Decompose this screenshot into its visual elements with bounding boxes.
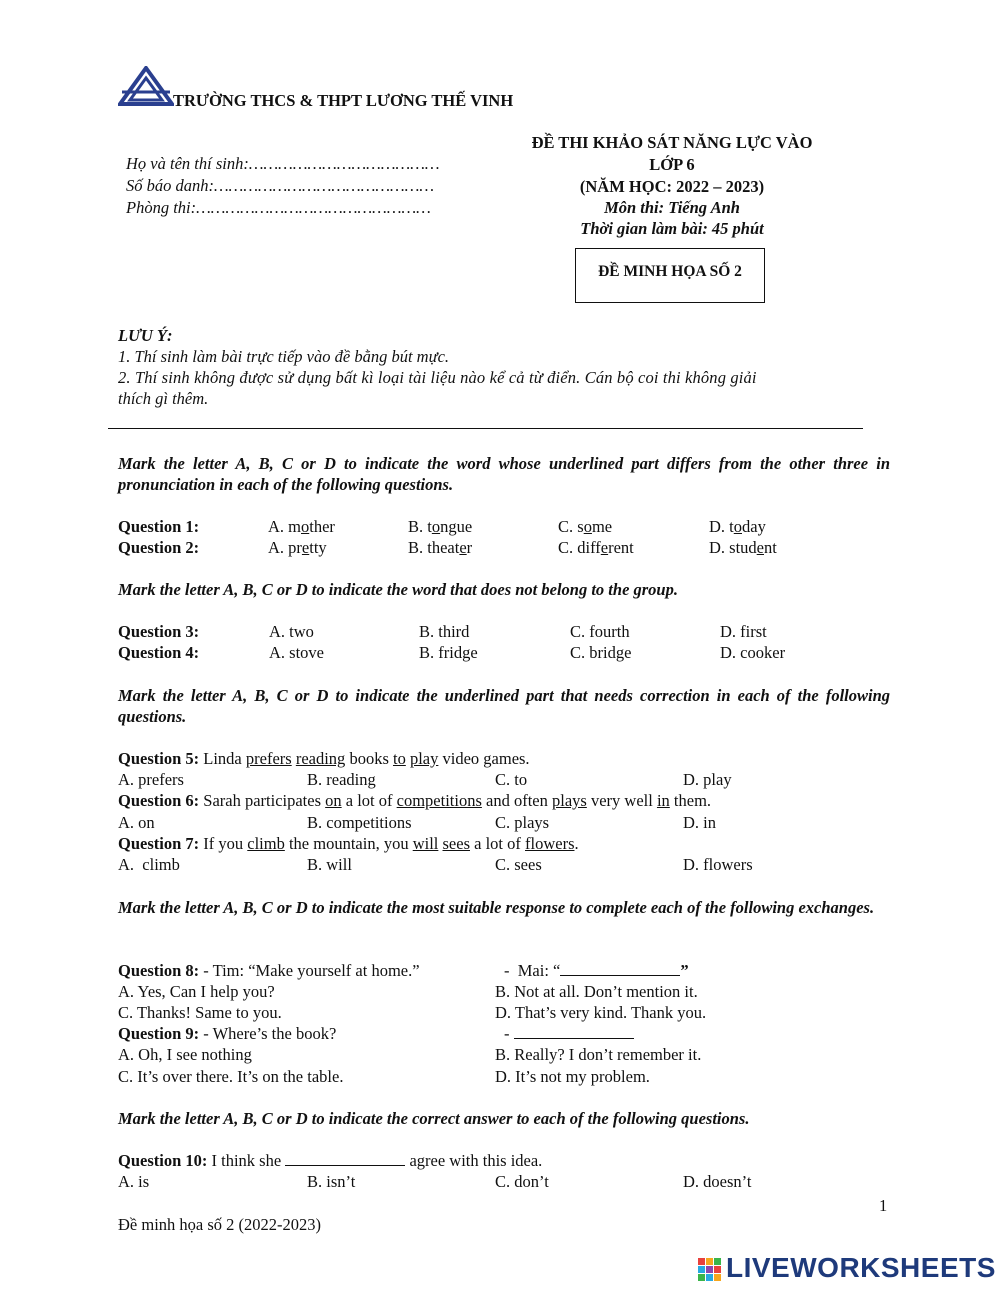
q8-option-b[interactable]: B. Not at all. Don’t mention it. (495, 982, 698, 1001)
liveworksheets-logo-icon (698, 1258, 722, 1282)
q8-answer-blank[interactable] (560, 961, 680, 976)
question-9-stem: Question 9: - Where’s the book? - (118, 1023, 898, 1044)
q1-option-a[interactable]: A. mother (268, 517, 335, 536)
q9-option-b[interactable]: B. Really? I don’t remember it. (495, 1045, 702, 1064)
liveworksheets-brand[interactable]: LIVEWORKSHEETS (726, 1252, 996, 1283)
q10-answer-blank[interactable] (285, 1151, 405, 1166)
q8-option-a[interactable]: A. Yes, Can I help you? (118, 982, 275, 1001)
q4-option-a[interactable]: A. stove (269, 643, 324, 662)
question-2 (118, 537, 898, 558)
q4-option-d[interactable]: D. cooker (720, 643, 786, 662)
section-1-instruction: Mark the letter A, B, C or D to indicate the word whose underlined part differs from the other three in pronunciation in each of the following questions. (118, 454, 890, 494)
question-6-stem: Question 6: Sarah participates on a lot of competitions and often plays very well in them. (118, 791, 712, 810)
q4-option-b[interactable]: B. fridge (419, 643, 478, 662)
q1-option-b[interactable]: B. tongue (408, 517, 473, 536)
q3-option-c[interactable]: C. fourth (570, 622, 630, 641)
q7-option-b[interactable]: B. will (307, 855, 352, 874)
q3-option-a[interactable]: A. two (269, 622, 314, 641)
q3-option-b[interactable]: B. third (419, 622, 470, 641)
question-6-options (118, 812, 898, 833)
exam-grade: LỚP 6 (649, 155, 695, 174)
notes-title: LƯU Ý: (118, 326, 173, 345)
q9-answer-blank[interactable] (514, 1024, 634, 1039)
q10-label: Question 10: (118, 1151, 208, 1170)
q6-option-b[interactable]: B. competitions (307, 813, 412, 832)
q2-option-d[interactable]: D. student (709, 538, 777, 557)
q3-label: Question 3: (118, 622, 200, 641)
exam-year: (NĂM HỌC: 2022 – 2023) (579, 177, 765, 196)
q1-label: Question 1: (118, 517, 200, 536)
q10-option-d[interactable]: D. doesn’t (683, 1172, 752, 1191)
footer-title: Đề minh họa số 2 (2022-2023) (118, 1215, 322, 1234)
note-3: thích gì thêm. (118, 389, 209, 408)
q3-option-d[interactable]: D. first (720, 622, 767, 641)
q2-option-c[interactable]: C. different (558, 538, 634, 557)
field-room: Phòng thi:………………………………………… (126, 198, 431, 217)
question-9-options-2 (118, 1066, 898, 1087)
q1-option-d[interactable]: D. today (709, 517, 766, 536)
question-7-options (118, 854, 898, 875)
q8-label: Question 8: (118, 961, 200, 980)
question-1 (118, 516, 898, 537)
question-9-options-1 (118, 1044, 898, 1065)
q5-option-c[interactable]: C. to (495, 770, 528, 789)
q7-label: Question 7: (118, 834, 200, 853)
question-10-stem: Question 10: I think she agree with this idea. (118, 1151, 543, 1170)
page-number: 1 (879, 1196, 888, 1215)
q1-option-c[interactable]: C. some (558, 517, 613, 536)
question-7-stem: Question 7: If you climb the mountain, you will sees a lot of flowers. (118, 834, 579, 853)
q9-option-a[interactable]: A. Oh, I see nothing (118, 1045, 252, 1064)
q7-option-d[interactable]: D. flowers (683, 855, 753, 874)
q10-option-a[interactable]: A. is (118, 1172, 150, 1191)
q8-option-d[interactable]: D. That’s very kind. Thank you. (495, 1003, 707, 1022)
note-1: 1. Thí sinh làm bài trực tiếp vào đề bằng bút mực. (118, 347, 450, 366)
q10-option-c[interactable]: C. don’t (495, 1172, 549, 1191)
school-logo (118, 66, 174, 111)
field-number: Số báo danh:……………………………………… (126, 176, 435, 195)
question-8-options-1 (118, 981, 898, 1002)
q10-option-b[interactable]: B. isn’t (307, 1172, 356, 1191)
exam-title: ĐỀ THI KHẢO SÁT NĂNG LỰC VÀO (531, 133, 813, 152)
q2-option-b[interactable]: B. theater (408, 538, 473, 557)
field-name: Họ và tên thí sinh:………………………………… (126, 154, 440, 173)
q9-label: Question 9: (118, 1024, 200, 1043)
section-3-instruction: Mark the letter A, B, C or D to indicate the underlined part that needs correction in each of the following questions. (118, 686, 890, 726)
question-5-stem: Question 5: Linda prefers reading books to play video games. (118, 749, 530, 768)
q4-label: Question 4: (118, 643, 200, 662)
question-8-options-2 (118, 1002, 898, 1023)
q2-option-a[interactable]: A. pretty (268, 538, 327, 557)
sample-box: ĐỀ MINH HỌA SỐ 2 (575, 248, 765, 303)
q9-option-d[interactable]: D. It’s not my problem. (495, 1067, 650, 1086)
q8-option-c[interactable]: C. Thanks! Same to you. (118, 1003, 282, 1022)
divider (108, 428, 863, 429)
q6-option-d[interactable]: D. in (683, 813, 716, 832)
exam-time: Thời gian làm bài: 45 phút (580, 219, 764, 238)
q6-option-a[interactable]: A. on (118, 813, 155, 832)
q7-option-c[interactable]: C. sees (495, 855, 542, 874)
q5-option-a[interactable]: A. prefers (118, 770, 184, 789)
question-8-stem: Question 8: - Tim: “Make yourself at home.” - Mai: “ ” (118, 961, 689, 980)
exam-subject: Môn thi: Tiếng Anh (604, 198, 740, 217)
question-5-options (118, 769, 898, 790)
section-5-instruction: Mark the letter A, B, C or D to indicate the correct answer to each of the following questions. (118, 1109, 750, 1128)
q2-label: Question 2: (118, 538, 200, 557)
q5-option-d[interactable]: D. play (683, 770, 732, 789)
q7-option-a[interactable]: A. climb (118, 855, 180, 874)
q5-label: Question 5: (118, 749, 200, 768)
question-3 (118, 621, 898, 642)
question-10-options (118, 1171, 898, 1192)
question-4 (118, 642, 898, 663)
note-2: 2. Thí sinh không được sử dụng bất kì loại tài liệu nào kể cả từ điển. Cán bộ coi thi không giải (118, 368, 757, 387)
q6-label: Question 6: (118, 791, 200, 810)
section-4-instruction: Mark the letter A, B, C or D to indicate the most suitable response to complete each of the following exchanges. (118, 898, 875, 917)
school-name: TRƯỜNG THCS & THPT LƯƠNG THẾ VINH (173, 91, 514, 110)
q9-option-c[interactable]: C. It’s over there. It’s on the table. (118, 1067, 344, 1086)
q4-option-c[interactable]: C. bridge (570, 643, 632, 662)
section-2-instruction: Mark the letter A, B, C or D to indicate the word that does not belong to the group. (118, 580, 678, 599)
q6-option-c[interactable]: C. plays (495, 813, 550, 832)
q5-option-b[interactable]: B. reading (307, 770, 376, 789)
